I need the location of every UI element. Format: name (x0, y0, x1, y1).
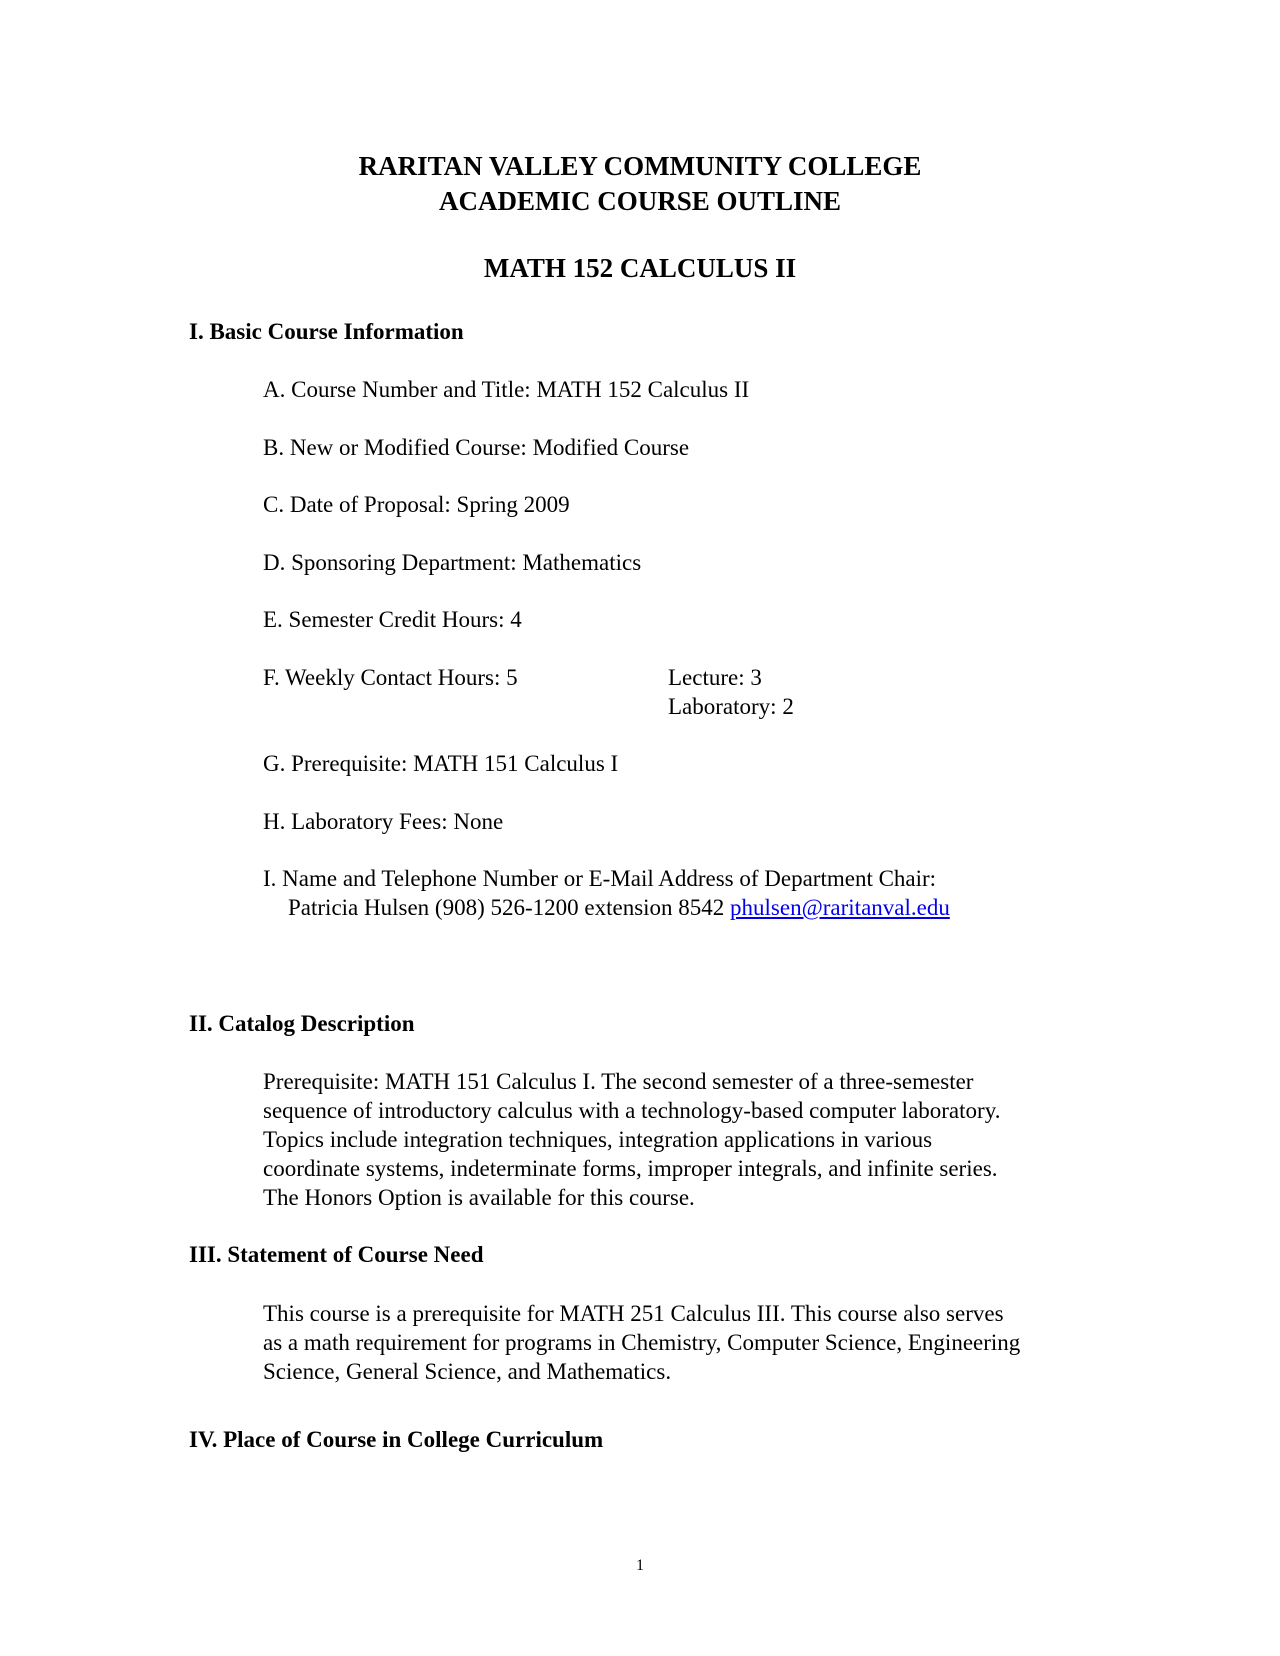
course-number-title: A. Course Number and Title: MATH 152 Calculus II (263, 377, 750, 402)
course-need-line: Science, General Science, and Mathematics. (263, 1359, 672, 1384)
section-course-need-heading: III. Statement of Course Need (189, 1242, 484, 1267)
sponsoring-department: D. Sponsoring Department: Mathematics (263, 550, 642, 575)
prerequisite: G. Prerequisite: MATH 151 Calculus I (263, 751, 619, 776)
catalog-description-line: The Honors Option is available for this course. (263, 1185, 695, 1210)
credit-hours: E. Semester Credit Hours: 4 (263, 607, 522, 632)
course-need-statement (263, 1299, 1020, 1386)
catalog-description-line: Topics include integration techniques, integration applications in various (263, 1127, 933, 1152)
section-curriculum-place-heading: IV. Place of Course in College Curriculum (189, 1427, 604, 1452)
lecture-hours: Lecture: 3 (668, 665, 762, 690)
department-chair-contact (288, 894, 950, 922)
catalog-description-line: sequence of introductory calculus with a technology-based computer laboratory. (263, 1098, 1001, 1123)
chair-email-link[interactable]: phulsen@raritanval.edu (730, 895, 950, 920)
department-chair-label: I. Name and Telephone Number or E-Mail Address of Department Chair: (263, 866, 937, 891)
catalog-description (263, 1067, 1000, 1212)
section-basic-info-heading: I. Basic Course Information (189, 319, 464, 344)
institution-name: RARITAN VALLEY COMMUNITY COLLEGE (358, 151, 922, 181)
new-or-modified: B. New or Modified Course: Modified Course (263, 435, 690, 460)
weekly-contact-hours: F. Weekly Contact Hours: 5 (263, 665, 518, 690)
section-catalog-description-heading: II. Catalog Description (189, 1011, 415, 1036)
catalog-description-line: coordinate systems, indeterminate forms, improper integrals, and infinite series. (263, 1156, 998, 1181)
course-need-line: as a math requirement for programs in Chemistry, Computer Science, Engineering (263, 1330, 1021, 1355)
laboratory-fees: H. Laboratory Fees: None (263, 809, 504, 834)
course-need-line: This course is a prerequisite for MATH 251 Calculus III. This course also serves (263, 1301, 1004, 1326)
date-of-proposal: C. Date of Proposal: Spring 2009 (263, 492, 570, 517)
chair-name-phone: Patricia Hulsen (908) 526-1200 extension 8542 (288, 895, 725, 920)
laboratory-hours: Laboratory: 2 (668, 694, 794, 719)
course-title: MATH 152 CALCULUS II (483, 253, 797, 283)
document-type: ACADEMIC COURSE OUTLINE (438, 186, 842, 216)
catalog-description-line: Prerequisite: MATH 151 Calculus I. The second semester of a three-semester (263, 1069, 974, 1094)
page-number: 1 (636, 1557, 644, 1574)
